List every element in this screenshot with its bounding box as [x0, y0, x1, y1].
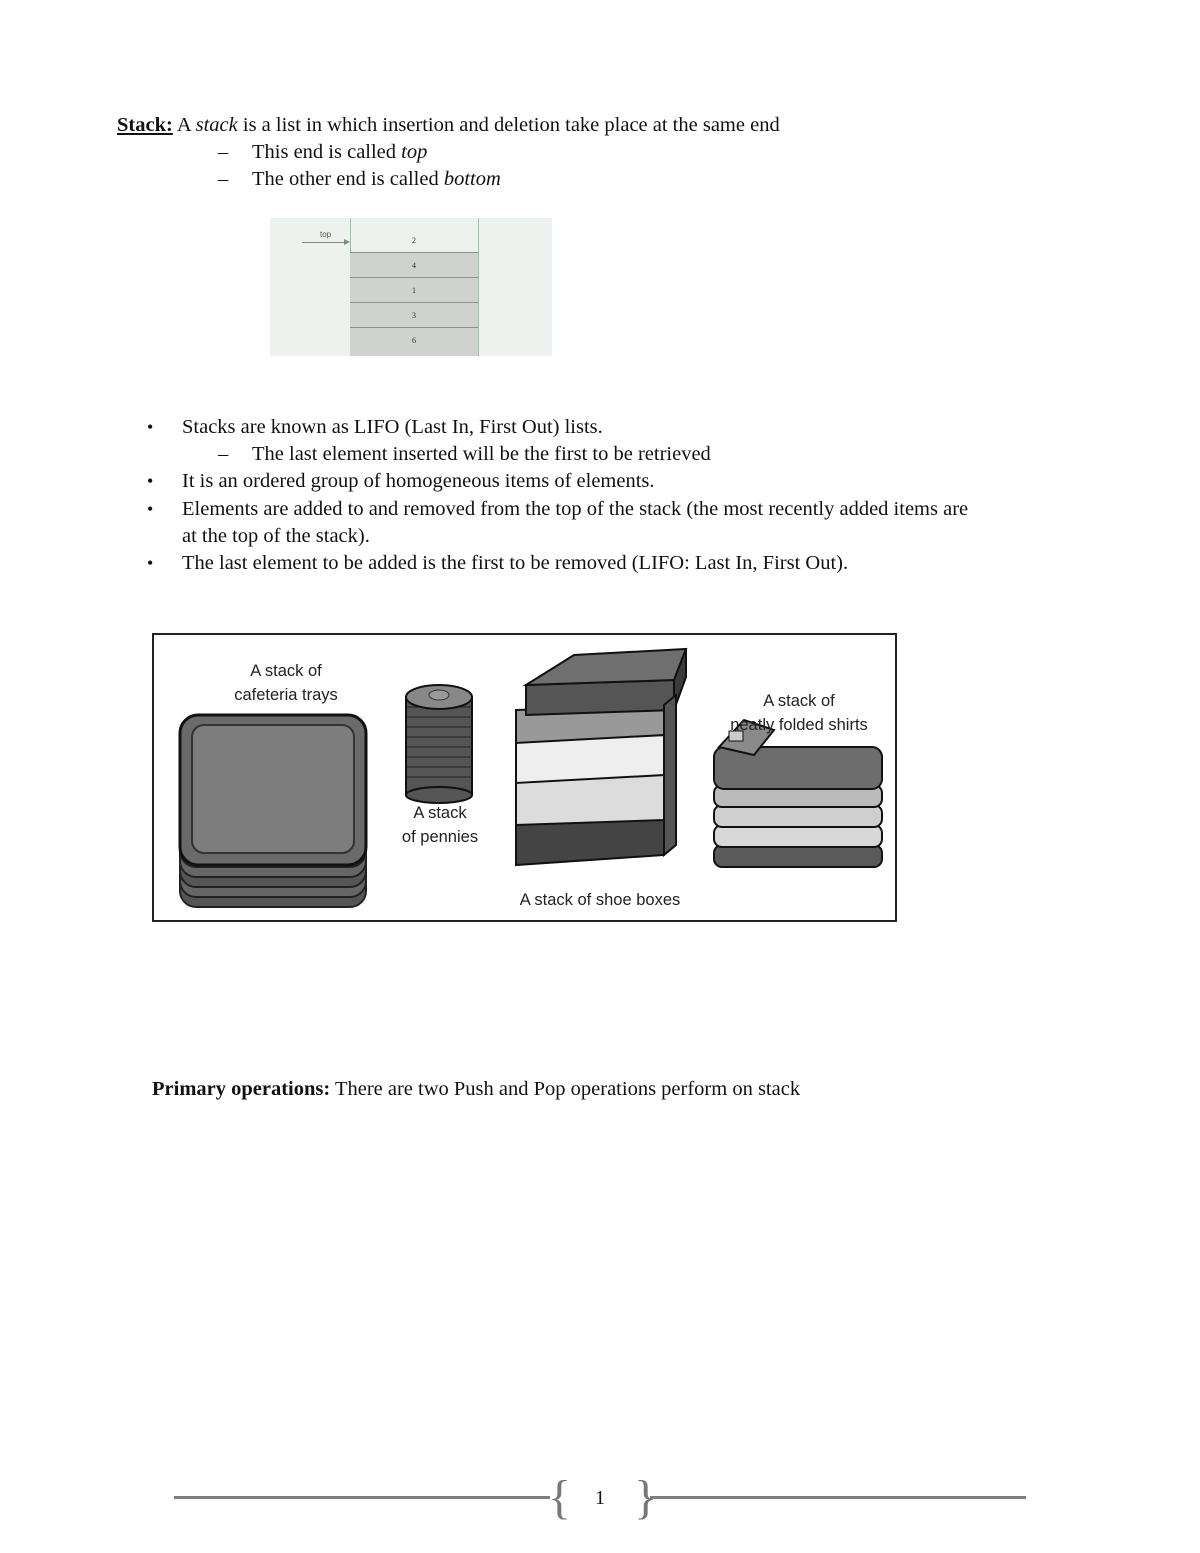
pennies-caption: A stack of pennies — [401, 804, 479, 846]
dash-item-top — [218, 139, 428, 166]
folded-shirts-icon — [714, 720, 882, 867]
right-brace-icon: } — [634, 1471, 658, 1524]
stack-cell: 3 — [350, 302, 478, 328]
stack-diagram — [270, 218, 552, 356]
trays-caption: A stack of cafeteria trays — [234, 662, 338, 704]
left-brace-icon: { — [548, 1471, 572, 1524]
stack-cell: 1 — [350, 277, 478, 303]
bullet-list-item: • Elements are added to and removed from the top of the stack (the most recently added items are — [147, 498, 969, 520]
pennies-icon — [406, 685, 472, 803]
page-number: 1 — [595, 1487, 605, 1509]
intro-text-a: A — [176, 114, 196, 136]
primary-operations-paragraph — [152, 1076, 800, 1103]
cafeteria-trays-icon — [180, 715, 366, 907]
footer-rule-left — [174, 1496, 550, 1499]
shoe-boxes-icon — [516, 649, 686, 865]
primary-operations-text: There are two Push and Pop operations perform on stack — [330, 1078, 801, 1100]
shoe-boxes-caption: A stack of shoe boxes — [519, 891, 681, 909]
stack-cell: 4 — [350, 252, 478, 278]
dash-symbol: – — [218, 168, 229, 190]
dash-item-text: The other end is called bottom — [252, 168, 501, 190]
bullet-list-item: • It is an ordered group of homogeneous items of elements. — [147, 470, 655, 492]
shirts-caption: A stack of neatly folded shirts — [730, 692, 868, 734]
stack-heading: Stack: — [117, 114, 173, 136]
intro-text-b: is a list in which insertion and deletion take place at the same end — [237, 114, 780, 136]
top-pointer-arrow-line — [302, 242, 346, 243]
dash-item-text: This end is called top — [252, 141, 428, 163]
primary-operations-heading: Primary operations: — [152, 1078, 331, 1100]
bullet-list-item: • The last element to be added is the first to be removed (LIFO: Last In, First Out). — [147, 552, 849, 574]
footer-rule-right — [650, 1496, 1026, 1499]
dash-item-bottom — [218, 166, 501, 193]
stack-cell-empty-top-label: 2 — [412, 236, 416, 245]
bullet-sub-item: – The last element inserted will be the first to be retrieved — [218, 443, 711, 465]
top-pointer-label: top — [320, 230, 332, 239]
bullet-list-item: • Stacks are known as LIFO (Last In, First Out) lists. — [147, 416, 603, 438]
stack-cell: 6 — [350, 327, 478, 356]
intro-paragraph — [117, 112, 780, 139]
intro-stack-italic: stack — [195, 114, 238, 136]
stack-examples-illustration — [152, 633, 897, 922]
dash-symbol: – — [218, 141, 229, 163]
bullet-continuation: at the top of the stack). — [182, 525, 370, 547]
diagram-right-wall — [478, 218, 479, 356]
